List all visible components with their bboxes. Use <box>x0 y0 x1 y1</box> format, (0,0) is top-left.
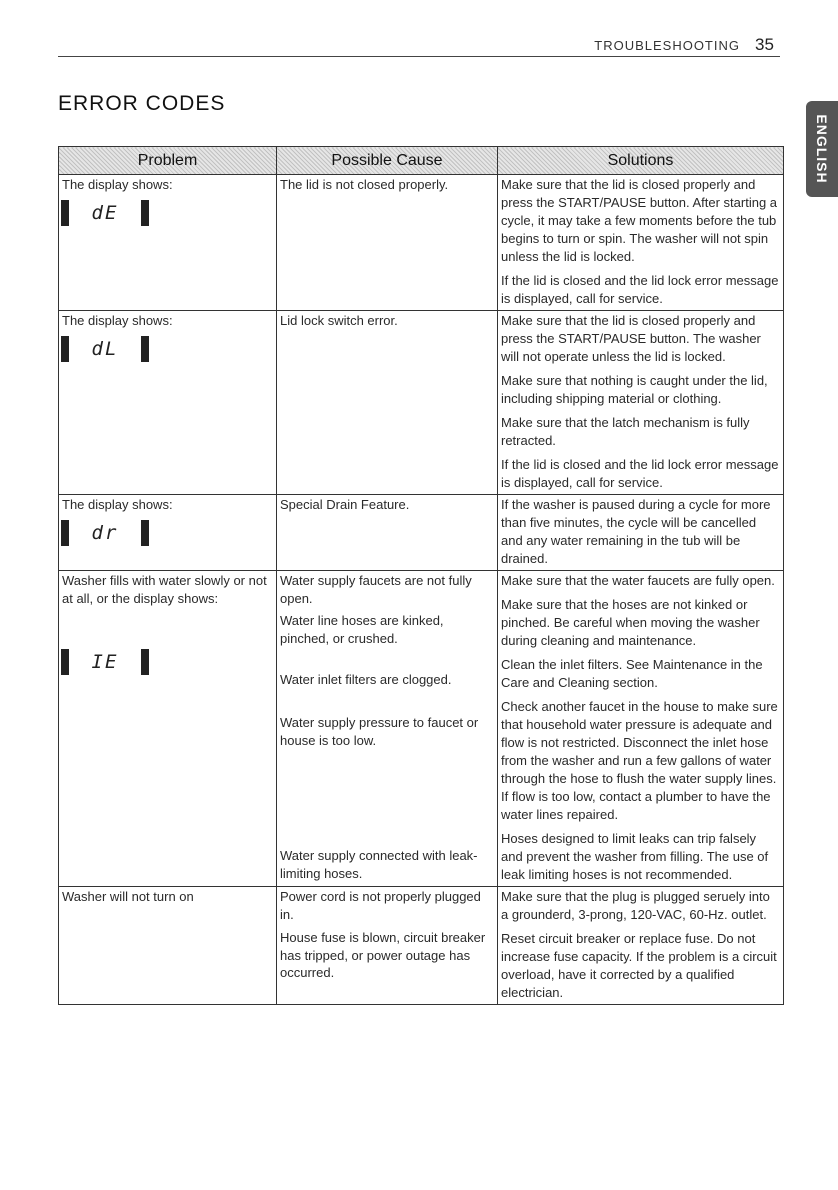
display-panel-icon <box>61 520 149 546</box>
cause-cell <box>277 571 498 887</box>
solution-text: Make sure that the water faucets are fully open. <box>501 573 775 588</box>
solution-text: Reset circuit breaker or replace fuse. Do not increase fuse capacity. If the problem is a circuit overload, have it corrected by a qualified electrician. <box>501 931 777 1000</box>
cause-cell <box>277 887 498 1005</box>
solution-text: If the lid is closed and the lid lock error message is displayed, call for service. <box>501 273 779 306</box>
table-row <box>59 887 784 1005</box>
solution-cell <box>498 175 784 311</box>
problem-cell <box>59 175 277 311</box>
solution-cell <box>498 887 784 1005</box>
language-tab-label: ENGLISH <box>814 114 830 184</box>
solution-text: Clean the inlet filters. See Maintenance in the Care and Cleaning section. <box>501 657 763 690</box>
display-code: dL <box>91 337 119 360</box>
problem-text: Washer will not turn on <box>62 889 194 904</box>
problem-cell <box>59 495 277 571</box>
display-panel-icon <box>61 336 149 362</box>
cause-text: Water supply faucets are not fully open. <box>280 573 472 606</box>
display-code: IE <box>91 651 119 673</box>
problem-cell <box>59 571 277 887</box>
table-row <box>59 495 784 571</box>
table-row <box>59 311 784 495</box>
cause-text: Water supply connected with leak-limiting hoses. <box>280 848 478 881</box>
header-possible-cause: Possible Cause <box>277 147 498 175</box>
display-panel-icon <box>61 200 149 226</box>
display-code: dE <box>91 201 119 224</box>
problem-cell <box>59 887 277 1005</box>
problem-text: The display shows: <box>62 177 173 192</box>
solution-text: If the washer is paused during a cycle for more than five minutes, the cycle will be cancelled and any water remaining in the tub will be drained. <box>501 497 771 566</box>
solution-text: If the lid is closed and the lid lock error message is displayed, call for service. <box>501 457 779 490</box>
cause-text: Lid lock switch error. <box>280 313 398 328</box>
error-codes-table <box>58 146 784 1005</box>
cause-text: Water inlet filters are clogged. <box>280 672 452 687</box>
display-code: dr <box>91 521 119 544</box>
table-row <box>59 571 784 887</box>
problem-text: Washer fills with water slowly or not at all, or the display shows: <box>62 573 267 606</box>
page-title: ERROR CODES <box>58 92 226 115</box>
language-tab <box>806 101 838 197</box>
solution-cell <box>498 311 784 495</box>
cause-text: House fuse is blown, circuit breaker has tripped, or power outage has occurred. <box>280 930 486 980</box>
cause-cell <box>277 311 498 495</box>
problem-text: The display shows: <box>62 313 173 328</box>
solution-text: Make sure that the latch mechanism is fully retracted. <box>501 415 750 448</box>
cause-text: Water line hoses are kinked, pinched, or crushed. <box>280 613 444 646</box>
cause-text: Power cord is not properly plugged in. <box>280 889 481 922</box>
cause-text: Water supply pressure to faucet or house is too low. <box>280 715 479 748</box>
table-header-row <box>59 147 784 175</box>
solution-text: Make sure that nothing is caught under the lid, including shipping material or clothing. <box>501 373 768 406</box>
cause-text: The lid is not closed properly. <box>280 177 449 192</box>
display-panel-icon <box>61 649 149 675</box>
running-header-section: TROUBLESHOOTING <box>594 38 740 53</box>
header-problem: Problem <box>59 147 277 175</box>
solution-text: Make sure that the hoses are not kinked or pinched. Be careful when moving the washer during cleaning and maintenance. <box>501 597 760 648</box>
solution-text: Make sure that the lid is closed properly and press the START/PAUSE button. The washer will not operate unless the lid is locked. <box>501 313 761 364</box>
cause-text: Special Drain Feature. <box>280 497 410 512</box>
solution-text: Hoses designed to limit leaks can trip falsely and prevent the washer from filling. The use of leak limiting hoses is not recommended. <box>501 831 769 882</box>
page-number: 35 <box>755 35 774 54</box>
table-row <box>59 175 784 311</box>
solution-text: Check another faucet in the house to make sure that household water pressure is adequate and flow is not restricted. Disconnect the inlet hose from the washer and run a few gallons of water through the hose to flush the water supply lines. If flow is too low, contact a plumber to have the water lines repaired. <box>501 699 778 822</box>
cause-cell <box>277 495 498 571</box>
header-divider <box>58 56 780 57</box>
header-solutions: Solutions <box>498 147 784 175</box>
cause-cell <box>277 175 498 311</box>
solution-text: Make sure that the plug is plugged seruely into a grounderd, 3-prong, 120-VAC, 60-Hz. outlet. <box>501 889 770 922</box>
problem-cell <box>59 311 277 495</box>
problem-text: The display shows: <box>62 497 173 512</box>
solution-text: Make sure that the lid is closed properly and press the START/PAUSE button. After starting a cycle, it may take a few moments before the tub begins to turn or spin. The washer will not spin unless the lid is locked. <box>501 177 778 264</box>
solution-cell <box>498 495 784 571</box>
solution-cell <box>498 571 784 887</box>
